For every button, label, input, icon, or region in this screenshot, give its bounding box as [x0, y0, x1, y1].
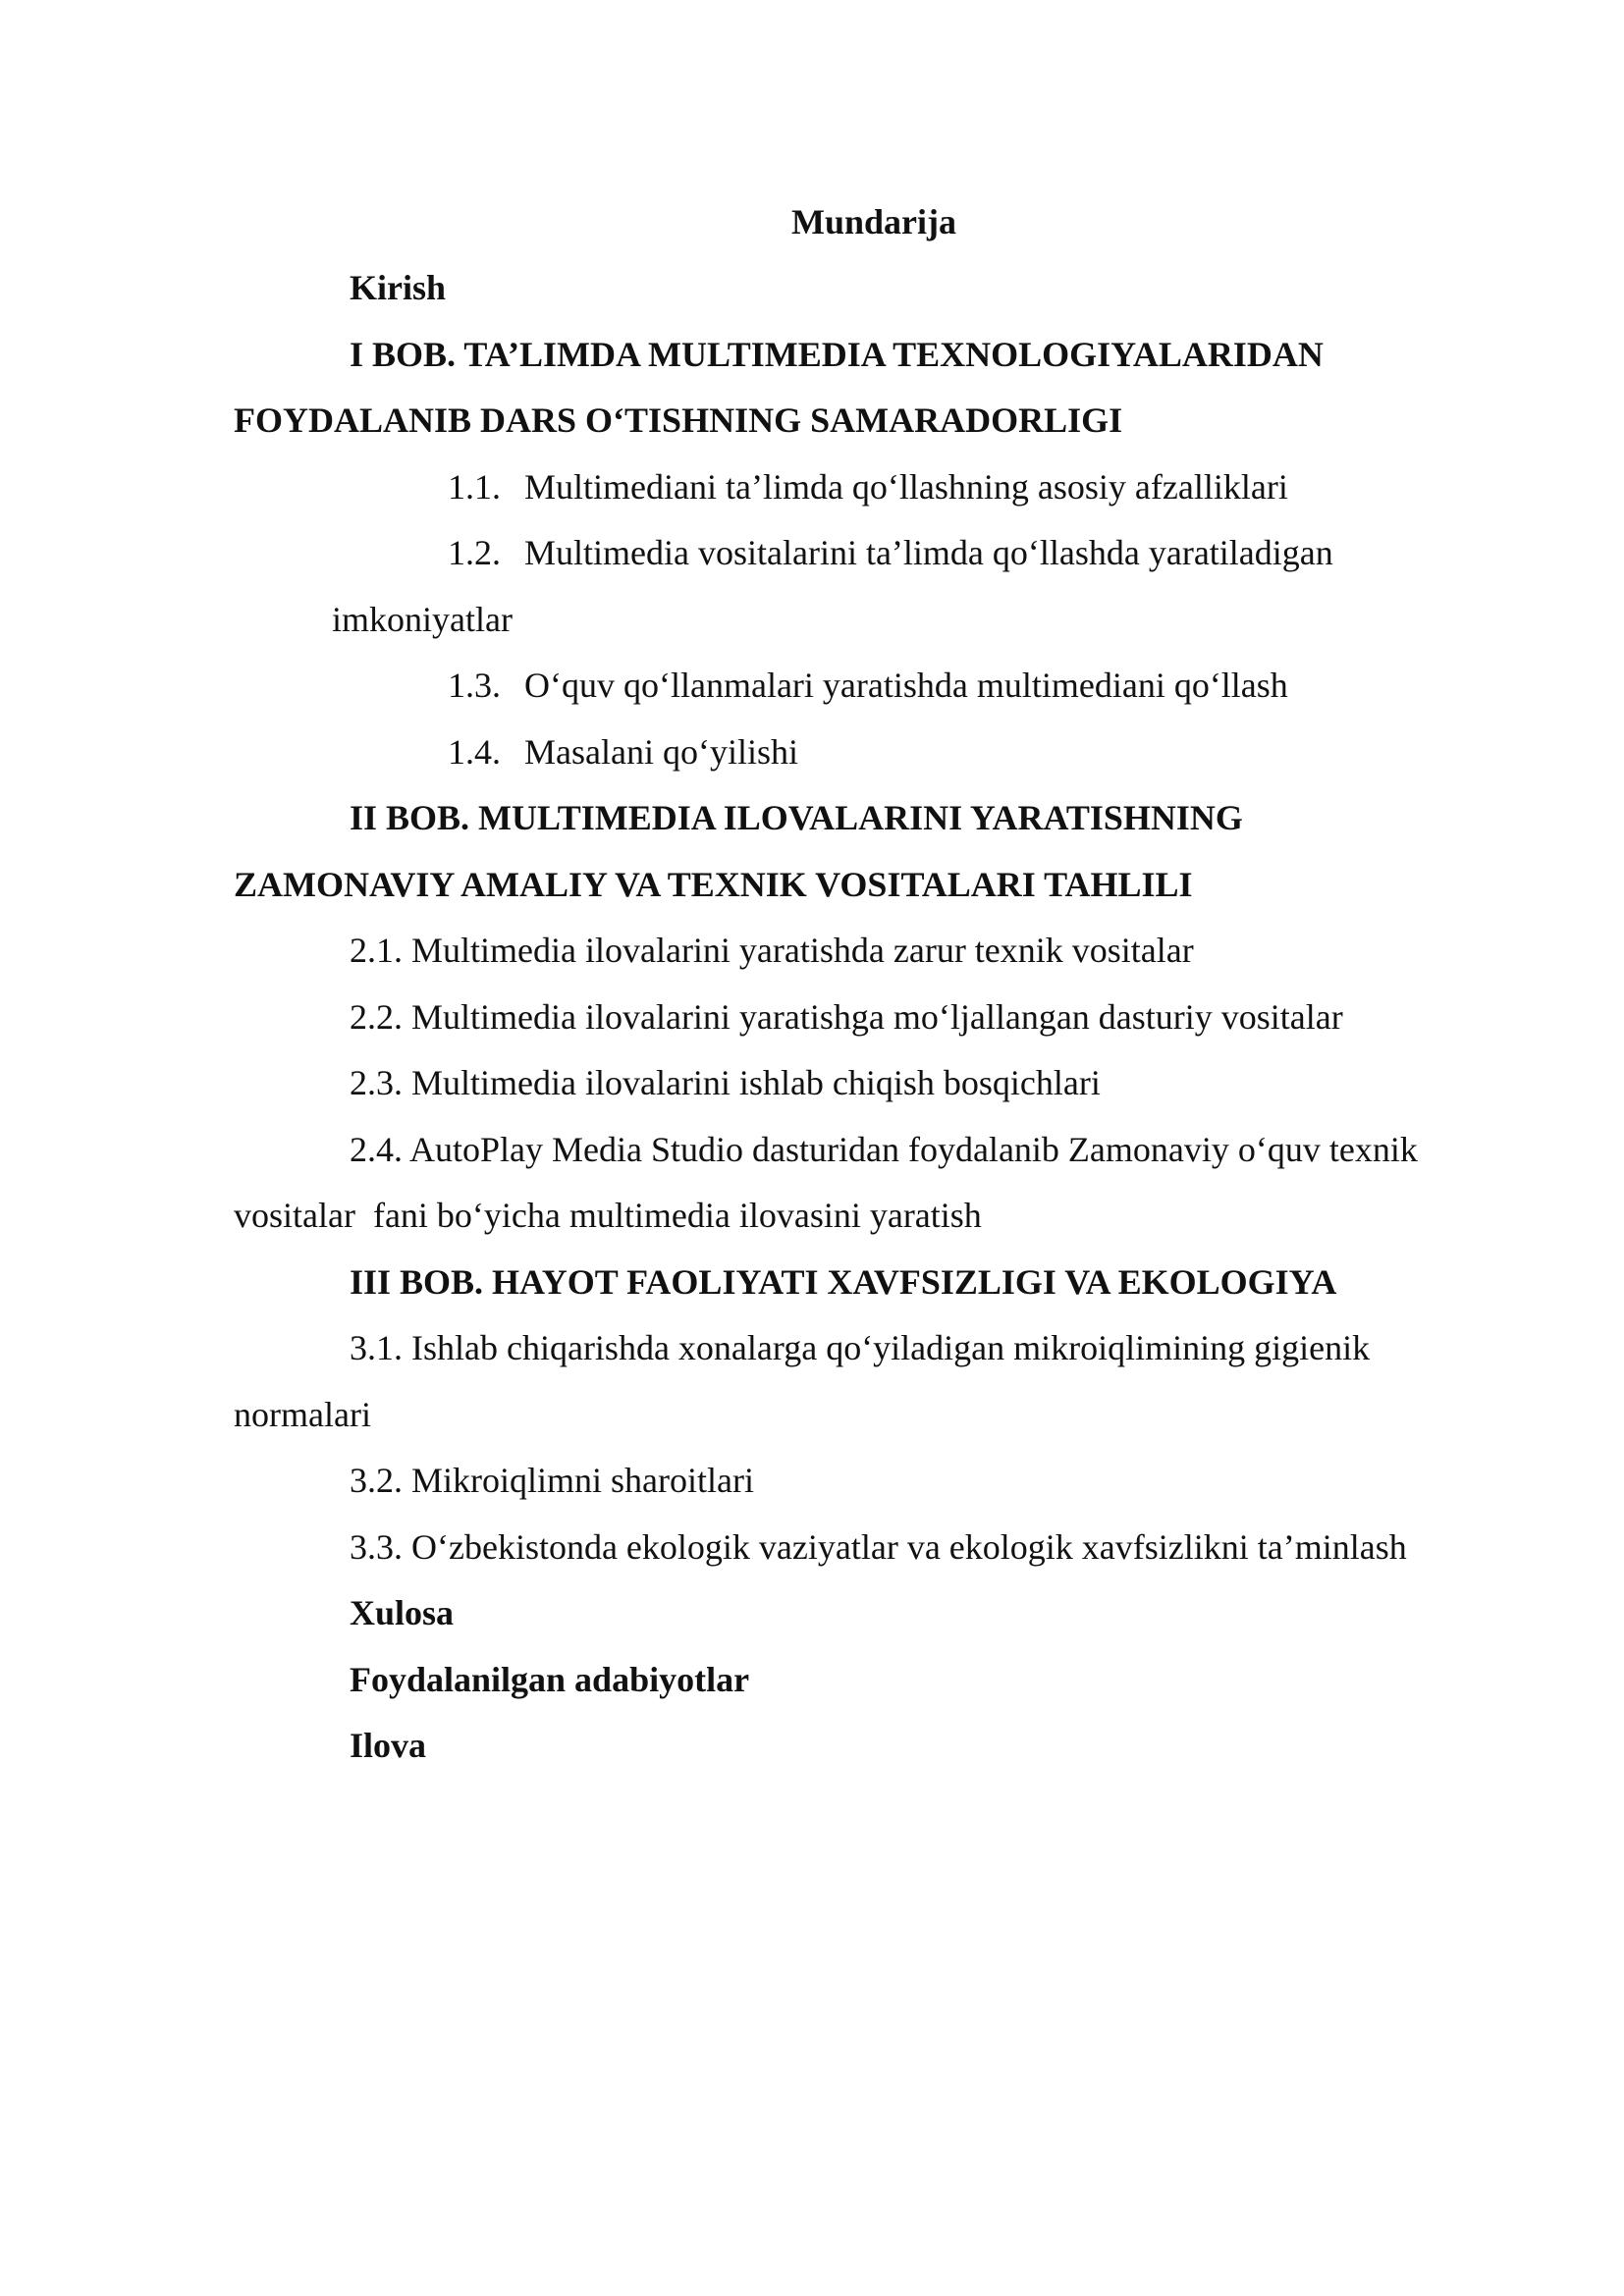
section-number: 1.2.: [448, 533, 501, 572]
toc-item-xulosa: Xulosa: [350, 1593, 455, 1632]
toc-section-3-3: 3.3. O‘zbekistonda ekologik vaziyatlar va ekologik xavfsizlikni ta’minlash: [350, 1527, 1407, 1567]
section-text: Multimediani ta’limda qo‘llashning asosiy afzalliklari: [524, 467, 1288, 507]
toc-section-3-1-line-1: 3.1. Ishlab chiqarishda xonalarga qo‘yiladigan mikroiqlimining gigienik: [350, 1328, 1371, 1367]
toc-item-adabiyotlar: Foydalanilgan adabiyotlar: [350, 1660, 750, 1699]
toc-section-3-1-line-2: normalari: [234, 1395, 371, 1434]
toc-section-2-3: 2.3. Multimedia ilovalarini ishlab chiqish bosqichlari: [350, 1063, 1101, 1102]
section-number: 1.3.: [448, 666, 501, 705]
section-number: 1.1.: [448, 467, 501, 507]
toc-chapter-2-line-2: ZAMONAVIY AMALIY VA TEXNIK VOSITALARI TAHLILI: [234, 865, 1193, 904]
toc-section-2-1: 2.1. Multimedia ilovalarini yaratishda zarur texnik vositalar: [350, 931, 1194, 970]
toc-chapter-2-line-1: II BOB. MULTIMEDIA ILOVALARINI YARATISHNING: [350, 798, 1243, 837]
toc-section-1-4: [448, 730, 798, 774]
section-text: O‘quv qo‘llanmalari yaratishda multimediani qo‘llash: [524, 666, 1288, 705]
toc-chapter-1-line-2: FOYDALANIB DARS O‘TISHNING SAMARADORLIGI: [234, 400, 1123, 440]
toc-chapter-1-line-1: I BOB. TA’LIMDA MULTIMEDIA TEXNOLOGIYALARIDAN: [350, 335, 1324, 374]
toc-section-2-4-line-2: vositalar fani bo‘yicha multimedia ilovasini yaratish: [234, 1196, 982, 1235]
toc-section-2-4-line-1: 2.4. AutoPlay Media Studio dasturidan foydalanib Zamonaviy o‘quv texnik: [350, 1130, 1418, 1169]
section-number: 1.4.: [448, 732, 501, 772]
toc-section-1-1: [448, 465, 1288, 508]
toc-chapter-3: III BOB. HAYOT FAOLIYATI XAVFSIZLIGI VA EKOLOGIYA: [350, 1262, 1337, 1302]
toc-section-1-2: [448, 531, 1333, 574]
page-title: Mundarija: [790, 202, 956, 241]
section-text: Masalani qo‘yilishi: [524, 732, 798, 772]
toc-item-ilova: Ilova: [350, 1726, 427, 1765]
toc-section-3-2: 3.2. Mikroiqlimni sharoitlari: [350, 1461, 754, 1500]
toc-section-2-2: 2.2. Multimedia ilovalarini yaratishga mo‘ljallangan dasturiy vositalar: [350, 997, 1343, 1037]
toc-section-1-3: [448, 664, 1288, 707]
toc-section-1-2-continuation: imkoniyatlar: [332, 600, 513, 639]
toc-item-kirish: Kirish: [350, 268, 447, 307]
section-text: Multimedia vositalarini ta’limda qo‘llashda yaratiladigan: [524, 533, 1333, 572]
